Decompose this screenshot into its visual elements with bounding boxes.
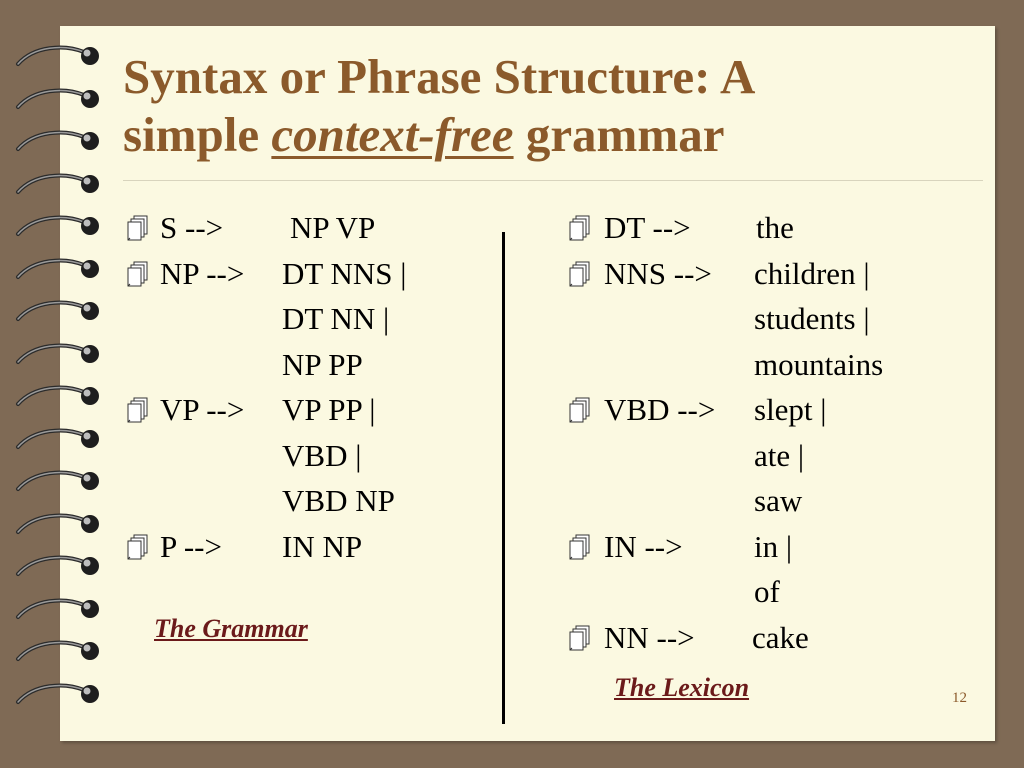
lexicon-rule-rhs: mountains [754, 346, 884, 382]
spiral-ring-icon [14, 212, 106, 242]
spiral-ring-icon [14, 425, 106, 455]
title-line-2-prefix: simple [123, 107, 272, 162]
column-divider [502, 232, 505, 724]
slide-title [123, 48, 963, 164]
spiral-ring-icon [14, 467, 106, 497]
title-line-1: Syntax or Phrase Structure: A [123, 49, 756, 104]
grammar-rule-lhs: NP --> [160, 255, 245, 291]
grammar-rule-rhs: VBD NP [282, 483, 395, 518]
spiral-ring-icon [14, 297, 106, 327]
spiral-ring-icon [14, 382, 106, 412]
spiral-ring-icon [14, 255, 106, 285]
lexicon-rule-lhs: NN --> [604, 619, 695, 655]
title-line-2-suffix: grammar [513, 107, 725, 162]
lexicon-rule-rhs: cake [752, 619, 809, 655]
grammar-rule-lhs: VP --> [160, 392, 245, 427]
grammar-rule-lhs: P --> [160, 528, 222, 564]
title-emphasis: context-free [271, 107, 514, 162]
stacked-pages-icon [566, 622, 596, 652]
spiral-ring-icon [14, 170, 106, 200]
stacked-pages-icon [124, 531, 154, 561]
spiral-ring-icon [14, 42, 106, 72]
lexicon-caption: The Lexicon [614, 673, 750, 702]
slide-number: 12 [952, 690, 967, 706]
stacked-pages-icon [124, 258, 154, 288]
stacked-pages-icon [566, 258, 596, 288]
stacked-pages-icon [566, 394, 596, 424]
lexicon-rule-lhs: DT --> [604, 210, 691, 245]
lexicon-rule-lhs: IN --> [604, 528, 683, 564]
spiral-binding [14, 40, 114, 730]
lexicon-rule-rhs: slept | [754, 392, 827, 427]
stacked-pages-icon [124, 394, 154, 424]
spiral-ring-icon [14, 552, 106, 582]
stacked-pages-icon [566, 212, 596, 242]
spiral-ring-icon [14, 510, 106, 540]
grammar-caption: The Grammar [154, 614, 308, 643]
lexicon-rule-lhs: NNS --> [604, 255, 712, 291]
title-divider [123, 180, 983, 181]
spiral-ring-icon [14, 127, 106, 157]
spiral-ring-icon [14, 680, 106, 710]
grammar-rule-rhs: VP PP | [282, 392, 376, 427]
grammar-rule-rhs: IN NP [282, 528, 363, 564]
lexicon-rule-rhs: students | [754, 301, 870, 336]
spiral-ring-icon [14, 637, 106, 667]
grammar-rule-lhs: S --> [160, 210, 224, 245]
grammar-rule-rhs: DT NNS | [282, 255, 407, 291]
stacked-pages-icon [566, 531, 596, 561]
grammar-rule-rhs: NP PP [282, 346, 363, 382]
lexicon-rule-rhs: children | [754, 255, 870, 291]
lexicon-rule-rhs: saw [754, 483, 803, 518]
spiral-ring-icon [14, 85, 106, 115]
spiral-ring-icon [14, 595, 106, 625]
grammar-rule-rhs: VBD | [282, 437, 362, 473]
lexicon-rule-rhs: the [756, 210, 794, 245]
grammar-rule-rhs: NP VP [290, 210, 376, 245]
lexicon-rule-rhs: of [754, 574, 780, 609]
lexicon-rule-lhs: VBD --> [604, 392, 716, 427]
lexicon-rule-rhs: ate | [754, 437, 805, 473]
stacked-pages-icon [124, 212, 154, 242]
lexicon-rule-rhs: in | [754, 528, 793, 564]
grammar-rule-rhs: DT NN | [282, 301, 390, 336]
spiral-ring-icon [14, 340, 106, 370]
